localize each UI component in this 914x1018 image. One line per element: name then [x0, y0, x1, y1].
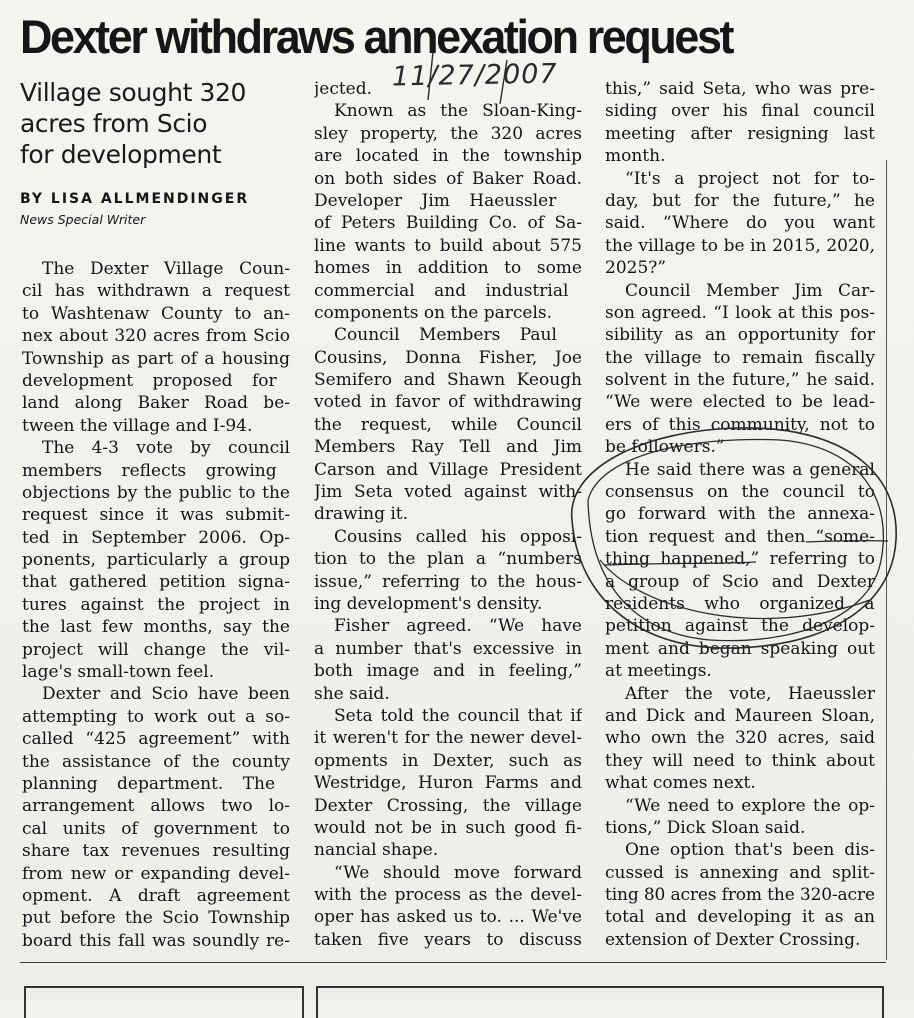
article-text-line: with the process as the devel-: [314, 885, 582, 906]
article-text-line: development proposed for: [22, 370, 277, 391]
article-text-line: meeting after resigning last: [605, 123, 875, 144]
article-text-line: nancial shape.: [314, 840, 439, 861]
article-text-line: from new or expanding devel-: [22, 863, 290, 884]
article-text-line: arrangement allows two lo-: [22, 796, 290, 817]
article-text-line: who own the 320 acres, said: [605, 728, 875, 749]
subheadline: [20, 77, 290, 170]
article-text-line: Westridge, Huron Farms and: [314, 773, 582, 794]
article-text-line: Dexter and Scio have been: [42, 684, 290, 705]
handwritten-date-annotation: 11/27/2007: [391, 58, 558, 93]
article-text-line: “We should move forward: [334, 862, 582, 883]
article-text-line: Known as the Sloan-King-: [334, 101, 582, 122]
article-text-line: that gathered petition signa-: [22, 572, 290, 593]
article-text-line: ing development's density.: [314, 593, 543, 614]
article-text-line: “We were elected to be lead-: [605, 392, 875, 413]
author-credit: News Special Writer: [20, 212, 146, 227]
article-text-line: 2025?”: [605, 258, 667, 279]
byline: BY LISA ALLMENDINGER: [20, 191, 250, 207]
article-column-1: [22, 258, 290, 952]
article-text-line: “We need to explore the op-: [625, 795, 875, 816]
article-text-line: put before the Scio Township: [22, 908, 290, 929]
article-text-line: components on the parcels.: [314, 302, 553, 323]
article-text-line: they will need to think about: [605, 750, 875, 771]
article-text-line: drawing it.: [314, 504, 409, 525]
article-text-line: thing happened,” referring to: [605, 549, 875, 570]
article-text-line: land along Baker Road be-: [22, 393, 290, 414]
article-text-line: tion request and then “some-: [605, 526, 875, 547]
article-text-line: are located in the township: [314, 146, 582, 167]
article-text-line: planning department. The: [22, 773, 276, 794]
article-text-line: tween the village and I-94.: [22, 415, 253, 436]
subheadline-line: Village sought 320: [20, 78, 247, 107]
article-text-line: tion to the plan a “numbers: [314, 549, 582, 570]
article-text-line: the village to remain fiscally: [605, 347, 875, 368]
article-text-line: ted in September 2006. Op-: [22, 527, 290, 548]
article-text-line: Seta told the council that if: [334, 705, 582, 726]
article-text-line: He said there was a general: [625, 459, 875, 480]
article-text-line: this,” said Seta, who was pre-: [605, 79, 875, 99]
article-text-line: said. “Where do you want: [605, 213, 875, 234]
article-text-line: Council Member Jim Car-: [625, 280, 875, 301]
article-text-line: and Dick and Maureen Sloan,: [605, 705, 875, 726]
article-text-line: residents who organized a: [605, 593, 875, 614]
article-text-line: Developer Jim Haeussler: [314, 190, 557, 211]
article-text-line: The 4-3 vote by council: [42, 438, 290, 459]
article-text-line: tures against the project in: [22, 594, 290, 615]
article-text-line: a number that's excessive in: [314, 638, 582, 659]
article-text-line: “It's a project not for to-: [625, 168, 875, 189]
article-text-line: objections by the public to the: [22, 482, 290, 503]
article-text-line: The Dexter Village Coun-: [42, 259, 290, 279]
article-text-line: ponents, particularly a group: [22, 550, 290, 571]
article-text-line: board this fall was soundly re-: [22, 930, 290, 951]
article-text-line: extension of Dexter Crossing.: [605, 929, 861, 950]
article-text-line: sibility as an opportunity for: [605, 325, 875, 346]
article-text-line: sley property, the 320 acres: [314, 123, 582, 144]
article-text-line: petition against the develop-: [605, 616, 875, 637]
article-text-line: opment. A draft agreement: [22, 885, 290, 906]
article-text-line: request since it was submit-: [22, 505, 290, 526]
article-text-line: Council Members Paul: [334, 325, 557, 346]
article-text-line: at meetings.: [605, 661, 712, 682]
article-text-line: of Peters Building Co. of Sa-: [314, 213, 582, 234]
adjacent-article-box: [24, 986, 304, 1018]
article-text-line: she said.: [314, 683, 390, 704]
article-text-line: Township as part of a housing: [22, 348, 290, 369]
article-text-line: ting 80 acres from the 320-acre: [605, 885, 875, 906]
article-text-line: commercial and industrial: [314, 280, 569, 301]
article-text-line: son agreed. “I look at this pos-: [605, 302, 875, 323]
article-text-line: Members Ray Tell and Jim: [314, 437, 582, 458]
article-text-line: attempting to work out a so-: [22, 706, 290, 727]
article-text-line: both image and in feeling,”: [314, 661, 582, 682]
article-column-3: [605, 78, 875, 951]
article-text-line: project will change the vil-: [22, 639, 290, 660]
article-text-line: After the vote, Haeussler: [625, 683, 875, 704]
article-text-line: Cousins, Donna Fisher, Joe: [314, 347, 582, 368]
article-text-line: nex about 320 acres from Scio: [22, 326, 290, 347]
column-rule: [886, 160, 887, 960]
article-text-line: cussed is annexing and split-: [605, 862, 875, 883]
article-text-line: Semifero and Shawn Keough: [314, 370, 582, 391]
article-text-line: lage's small-town feel.: [22, 662, 215, 683]
article-text-line: on both sides of Baker Road.: [314, 168, 582, 189]
article-text-line: homes in addition to some: [314, 258, 582, 279]
article-text-line: called “425 agreement” with: [22, 729, 290, 750]
article-text-line: go forward with the annexa-: [605, 504, 875, 525]
article-text-line: line wants to build about 575: [314, 235, 582, 256]
article-text-line: solvent in the future,” he said.: [605, 370, 875, 391]
article-text-line: tions,” Dick Sloan said.: [605, 817, 806, 838]
article-text-line: what comes next.: [605, 773, 756, 794]
article-text-line: opments in Dexter, such as: [314, 750, 582, 771]
subheadline-line: acres from Scio: [20, 109, 208, 138]
article-text-line: Jim Seta voted against with-: [314, 482, 582, 503]
article-text-line: be followers.”: [605, 437, 725, 458]
article-text-line: issue,” referring to the hous-: [314, 571, 582, 592]
article-text-line: oper has asked us to. ... We've: [314, 907, 582, 928]
article-text-line: members reflects growing: [22, 460, 277, 481]
headline: Dexter withdraws annexation request: [20, 10, 733, 63]
article-text-line: ment and began speaking out: [605, 638, 875, 659]
article-text-line: month.: [605, 146, 666, 167]
article-text-line: consensus on the council to: [605, 482, 875, 503]
article-text-line: Dexter Crossing, the village: [314, 795, 582, 816]
article-text-line: share tax revenues resulting: [22, 841, 290, 862]
article-text-line: cil has withdrawn a request: [22, 281, 290, 302]
article-text-line: the last few months, say the: [22, 617, 290, 638]
article-text-line: the village to be in 2015, 2020,: [605, 235, 875, 256]
article-text-line: Carson and Village President: [314, 459, 582, 480]
article-text-line: would not be in such good fi-: [314, 817, 582, 838]
article-text-line: total and developing it as an: [605, 907, 875, 928]
adjacent-article-box: [316, 986, 884, 1018]
article-column-2: [314, 78, 582, 951]
article-text-line: Fisher agreed. “We have: [334, 616, 582, 637]
article-text-line: ers of this community, not to: [605, 414, 875, 435]
article-text-line: Cousins called his opposi-: [334, 526, 582, 547]
article-text-line: to Washtenaw County to an-: [22, 303, 290, 324]
article-text-line: day, but for the future,” he: [605, 190, 875, 211]
article-text-line: the assistance of the county: [22, 751, 290, 772]
article-text-line: a group of Scio and Dexter: [605, 571, 875, 592]
bottom-rule: [20, 962, 886, 963]
article-text-line: jected.: [314, 79, 373, 99]
article-text-line: taken five years to discuss: [314, 929, 582, 950]
article-text-line: voted in favor of withdrawing: [314, 392, 582, 413]
article-text-line: cal units of government to: [22, 818, 290, 839]
subheadline-line: for development: [20, 140, 222, 169]
article-text-line: siding over his final council: [605, 101, 875, 122]
article-text-line: the request, while Council: [314, 414, 582, 435]
article-text-line: it weren't for the newer devel-: [314, 728, 582, 749]
article-text-line: One option that's been dis-: [625, 840, 875, 861]
